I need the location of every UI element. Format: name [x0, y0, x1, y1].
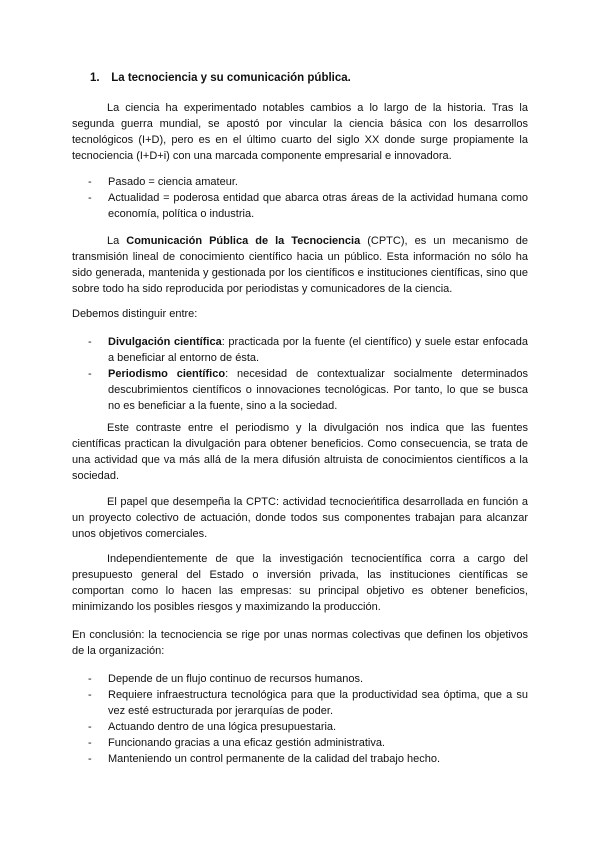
definition-divulgacion: : practicada por la fuente (el científico) y suele estar enfocada a beneficiar al entorno de ésta. — [108, 336, 528, 364]
cptc-post: (CPTC), es un mecanismo de transmisión lineal de conocimiento científico hacia un público. Esta información no sólo ha sido generada, mantenida y gestionada por los científicos e instituciones científicas, sino que sobre todo ha sido reproducida por periodistas y comunicadores de la ciencia. — [72, 235, 528, 295]
list-item: - Depende de un flujo continuo de recursos humanos. — [72, 671, 528, 687]
term-divulgacion: Divulgación científica — [108, 336, 222, 348]
definition-periodismo: : necesidad de contextualizar socialmente determinados descubrimientos científicos o innovaciones tecnológicas. Por tanto, lo que se busca no es beneficiar a la fuente, sino a la sociedad. — [108, 368, 529, 412]
paragraph-intro: La ciencia ha experimentado notables cambios a lo largo de la historia. Tras la segunda guerra mundial, se apostó por vincular la ciencia básica con los desarrollos tecnológicos (I+D), pero es en el último cuarto del siglo XX donde surge propiamente la tecnociencia (I+D+i) con una marcada componente empresarial e innovadora. — [72, 102, 528, 162]
section-heading — [90, 70, 351, 86]
cptc-term: Comunicación Pública de la Tecnociencia — [126, 235, 361, 247]
paragraph-cptc — [72, 233, 528, 297]
list-item: - Requiere infraestructura tecnológica para que la productividad sea óptima, que a su vez esté estructurada por jerarquías de poder. — [72, 687, 528, 719]
list-past-present — [72, 174, 528, 222]
list-distinctions — [72, 334, 528, 414]
list-item: - Actuando dentro de una lógica presupuestaria. — [72, 719, 528, 735]
list-item: - Pasado = ciencia amateur. — [72, 174, 528, 190]
section-number: 1. — [90, 72, 100, 84]
paragraph-conclusion: En conclusión: la tecnociencia se rige por unas normas colectivas que definen los objetivos de la organización: — [72, 629, 528, 657]
list-item: - Manteniendo un control permanente de la calidad del trabajo hecho. — [72, 751, 528, 767]
paragraph-contrast: Este contraste entre el periodismo y la divulgación nos indica que las fuentes científicas practican la divulgación para obtener beneficios. Como consecuencia, se trata de una actividad que va más allá de la mera difusión altruista de conocimientos científicos a la sociedad. — [72, 422, 528, 482]
list-item: - Actualidad = poderosa entidad que abarca otras áreas de la actividad humana como economía, política o industria. — [72, 190, 528, 222]
list-item — [72, 366, 528, 414]
term-periodismo: Periodismo científico — [108, 368, 226, 380]
section-title: La tecnociencia y su comunicación pública. — [111, 72, 351, 84]
list-conclusion — [72, 671, 528, 767]
list-item — [72, 334, 528, 366]
list-item: - Funcionando gracias a una eficaz gestión administrativa. — [72, 735, 528, 751]
paragraph-distinguish: Debemos distinguir entre: — [72, 308, 198, 320]
paragraph-cptc-role: El papel que desempeña la CPTC: actividad tecnocieńtifica desarrollada en función a un proyecto colectivo de actuación, donde todos sus componentes trabajan para alcanzar unos objetivos comerciales. — [72, 496, 528, 540]
paragraph-institutions: Independientemente de que la investigación tecnocientífica corra a cargo del presupuesto general del Estado o inversión privada, las instituciones científicas se comportan como lo hacen las empresas: su principal objetivo es obtener beneficios, minimizando los posibles riesgos y maximizando la producción. — [72, 553, 528, 613]
cptc-pre: La — [107, 235, 127, 247]
